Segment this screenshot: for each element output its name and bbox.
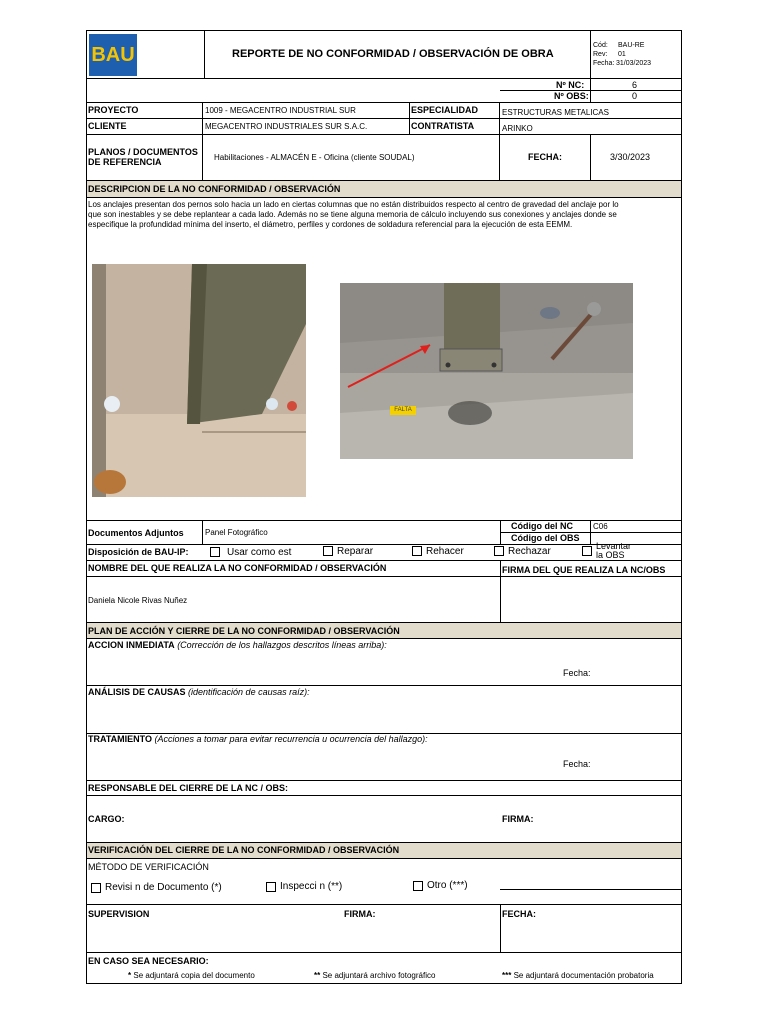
footnote-1-text: Se adjuntará copia del documento bbox=[133, 971, 255, 980]
tratamiento-row bbox=[88, 734, 428, 745]
plan-heading: PLAN DE ACCIÓN Y CIERRE DE LA NO CONFORMIDAD / OBSERVACIÓN bbox=[88, 626, 400, 636]
codigo-obs-label: Código del OBS bbox=[511, 533, 580, 543]
proyecto-label: PROYECTO bbox=[88, 105, 139, 115]
fecha-value: 3/30/2023 bbox=[610, 152, 651, 162]
verif-documento-label: Revisi n de Documento (*) bbox=[105, 882, 222, 893]
evidence-photo-1 bbox=[92, 264, 306, 497]
caso-label: EN CASO SEA NECESARIO: bbox=[88, 956, 209, 966]
accion-label: ACCION INMEDIATA bbox=[88, 640, 175, 650]
obs-number-value: 0 bbox=[632, 91, 638, 101]
cargo-label: CARGO: bbox=[88, 814, 125, 824]
disposicion-rehacer-checkbox[interactable] bbox=[412, 546, 422, 556]
verif-otro-line bbox=[500, 889, 681, 890]
footnote-1 bbox=[128, 970, 255, 981]
doc-date-label: Fecha: bbox=[593, 60, 615, 67]
responsable-label: RESPONSABLE DEL CIERRE DE LA NC / OBS: bbox=[88, 783, 289, 793]
analisis-row bbox=[88, 687, 310, 698]
contratista-label: CONTRATISTA bbox=[411, 121, 475, 131]
analisis-label: ANÁLISIS DE CAUSAS bbox=[88, 687, 186, 697]
tratamiento-label: TRATAMIENTO bbox=[88, 734, 152, 744]
disposicion-rechazar-label: Rechazar bbox=[508, 546, 551, 557]
planos-label-1: PLANOS / DOCUMENTOS bbox=[88, 147, 198, 157]
verif-otro-checkbox[interactable] bbox=[413, 881, 423, 891]
footnote-3 bbox=[502, 970, 654, 981]
disposicion-levantar-wrap bbox=[596, 542, 668, 560]
doc-date-value: 31/03/2023 bbox=[616, 60, 652, 67]
doc-rev-label: Rev: bbox=[593, 51, 608, 58]
descripcion-heading: DESCRIPCION DE LA NO CONFORMIDAD / OBSERVACIÓN bbox=[88, 184, 341, 194]
verif-documento-checkbox[interactable] bbox=[91, 883, 101, 893]
nombre-label: NOMBRE DEL QUE REALIZA LA NO CONFORMIDAD / OBSERVACIÓN bbox=[88, 563, 387, 573]
disposicion-usar-label: Usar como est bbox=[227, 547, 292, 558]
disposicion-reparar-label: Reparar bbox=[337, 546, 374, 557]
codigo-nc-value: C06 bbox=[593, 522, 608, 531]
cliente-value: MEGACENTRO INDUSTRIALES SUR S.A.C. bbox=[205, 122, 368, 131]
cargo-firma-label: FIRMA: bbox=[502, 814, 534, 824]
supervision-firma-label: FIRMA: bbox=[344, 909, 376, 919]
logo-text: BAU bbox=[91, 43, 135, 66]
nc-number-label: Nº NC: bbox=[556, 80, 585, 90]
doc-code-value: BAU-RE bbox=[618, 42, 645, 49]
tratamiento-fecha-label: Fecha: bbox=[563, 759, 591, 769]
nombre-value: Daniela Nicole Rivas Nuñez bbox=[88, 596, 188, 605]
evidence-photo-2 bbox=[340, 283, 633, 459]
contratista-value: ARINKO bbox=[502, 124, 533, 133]
evidence-photo-2-drawing bbox=[340, 283, 633, 459]
adjuntos-label: Documentos Adjuntos bbox=[88, 528, 184, 538]
descripcion-line-1: Los anclajes presentan dos pernos solo hacia un lado en ciertas columnas que no están distribuidos respecto al centro de gravedad del anclaje por lo bbox=[88, 200, 619, 209]
verif-otro-label: Otro (***) bbox=[427, 880, 468, 891]
disposicion-levantar-label: Levantar la OBS bbox=[596, 542, 632, 560]
proyecto-value: 1009 - MEGACENTRO INDUSTRIAL SUR bbox=[205, 106, 356, 115]
falta-tag bbox=[390, 406, 416, 415]
disposicion-label: Disposición de BAU-IP: bbox=[88, 547, 189, 557]
cliente-label: CLIENTE bbox=[88, 121, 127, 131]
especialidad-label: ESPECIALIDAD bbox=[411, 105, 479, 115]
supervision-label: SUPERVISION bbox=[88, 909, 150, 919]
report-title: REPORTE DE NO CONFORMIDAD / OBSERVACIÓN DE OBRA bbox=[232, 48, 554, 60]
obs-number-label: Nº OBS: bbox=[554, 91, 589, 101]
verif-inspeccion-label: Inspecci n (**) bbox=[280, 881, 343, 892]
descripcion-line-2: que son inestables y se debe replantear a cada lado. Además no se tiene alguna memoria de cálculo incluyendo sus conexiones y anclajes donde se bbox=[88, 210, 617, 219]
footnote-2-mark: ** bbox=[314, 971, 321, 980]
disposicion-rechazar-checkbox[interactable] bbox=[494, 546, 504, 556]
footnote-3-mark: *** bbox=[502, 971, 512, 980]
disposicion-rehacer-label: Rehacer bbox=[426, 546, 464, 557]
planos-value: Habilitaciones - ALMACÉN E - Oficina (cliente SOUDAL) bbox=[214, 153, 415, 162]
supervision-fecha-label: FECHA: bbox=[502, 909, 536, 919]
disposicion-reparar-checkbox[interactable] bbox=[323, 546, 333, 556]
doc-rev-value: 01 bbox=[618, 51, 626, 58]
descripcion-line-3: especifique la profundidad mínima del inserto, el diámetro, perfiles y cordones de soldadura referencial para la ejecución de esta EEMM. bbox=[88, 220, 573, 229]
footnote-2 bbox=[314, 970, 435, 981]
metodo-label: MÉTODO DE VERIFICACIÓN bbox=[88, 862, 209, 872]
fecha-label: FECHA: bbox=[528, 152, 562, 162]
disposicion-usar-checkbox[interactable] bbox=[210, 547, 220, 557]
footnote-3-text: Se adjuntará documentación probatoria bbox=[513, 971, 654, 980]
doc-code-label: Cód: bbox=[593, 42, 608, 49]
especialidad-value: ESTRUCTURAS METALICAS bbox=[502, 108, 609, 117]
nc-number-value: 6 bbox=[632, 80, 638, 90]
footnote-2-text: Se adjuntará archivo fotográfico bbox=[322, 971, 436, 980]
accion-row bbox=[88, 640, 387, 651]
logo bbox=[89, 34, 137, 76]
firma-nc-label: FIRMA DEL QUE REALIZA LA NC/OBS bbox=[502, 565, 666, 575]
evidence-photo-1-drawing bbox=[92, 264, 306, 497]
planos-label-2: DE REFERENCIA bbox=[88, 157, 162, 167]
verif-inspeccion-checkbox[interactable] bbox=[266, 882, 276, 892]
disposicion-levantar-checkbox[interactable] bbox=[582, 546, 592, 556]
accion-fecha-label: Fecha: bbox=[563, 668, 591, 678]
codigo-nc-label: Código del NC bbox=[511, 521, 573, 531]
falta-tag-text: FALTA bbox=[394, 407, 412, 413]
analisis-hint: (identificación de causas raíz): bbox=[188, 687, 310, 697]
adjuntos-value: Panel Fotográfico bbox=[205, 528, 268, 537]
form-frame bbox=[86, 30, 682, 984]
verificacion-heading: VERIFICACIÓN DEL CIERRE DE LA NO CONFORMIDAD / OBSERVACIÓN bbox=[88, 845, 400, 855]
accion-hint: (Corrección de los hallazgos descritos líneas arriba): bbox=[177, 640, 387, 650]
footnote-1-mark: * bbox=[128, 971, 132, 980]
tratamiento-hint: (Acciones a tomar para evitar recurrencia u ocurrencia del hallazgo): bbox=[154, 734, 428, 744]
